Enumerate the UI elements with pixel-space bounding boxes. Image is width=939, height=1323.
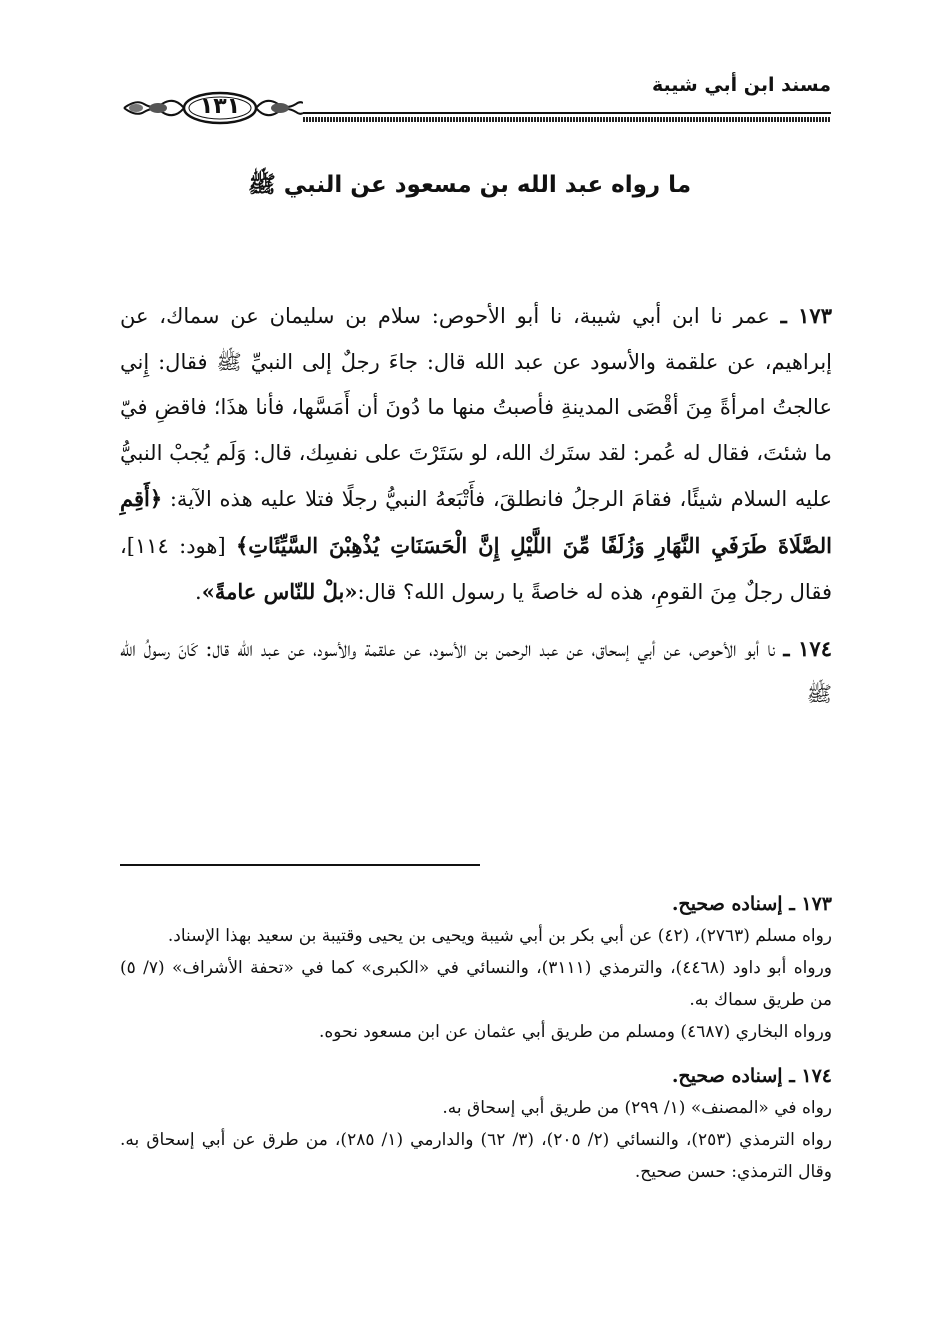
page-number: ١٣١ — [199, 94, 241, 119]
footnote-173 — [120, 888, 832, 1048]
footnote-head: ١٧٤ ـ إسناده صحيح. — [671, 1065, 832, 1087]
footnote-head: ١٧٣ ـ إسناده صحيح. — [671, 893, 832, 915]
footnote-divider — [120, 864, 480, 866]
hadith-body: نا أبو الأحوص، عن أبي إسحاق، عن عبد الرحمن بن الأسود، عن علقمة والأسود، عن عبد الله قال: كَانَ رسولُ الله ﷺ — [120, 636, 832, 706]
footnote-174 — [120, 1060, 832, 1188]
prophet-quote: «بلْ للنّاس عامةً» — [201, 579, 358, 604]
hadith-end: . — [195, 580, 202, 604]
hadith-body: عمر نا ابن أبي شيبة، نا أبو الأحوص: سلام بن سليمان عن سماك، عن إبراهيم، عن علقمة والأسود عن عبد الله قال: جاءَ رجلٌ إلى النبيِّ ﷺ فقال: إِني عالجتُ امرأةً مِنَ أقْصَى المدينةِ فأصبتُ منها ما دُونَ أن أَمَسَّها، فأنا هذَا؛ فاقضِ فيّ ما شئتَ، فقال له عُمر: لقد ستَرك الله، لو سَتَرْتَ على نفسِك، قال: وَلَم يُجبْ النبيُّ عليه السلام شيئًا، فقامَ الرجلُ فانطلقَ، فأَتْبَعهُ النبيُّ رجلًا فتلا عليه هذه الآية: — [120, 304, 832, 511]
header-rule — [118, 110, 831, 124]
footnote-line: ورواه البخاري (٤٦٨٧) ومسلم من طريق أبي عثمان عن ابن مسعود نحوه. — [319, 1022, 832, 1042]
footnote-line: رواه الترمذي (٢٥٣)، والنسائي (٢/ ٢٠٥)، (٣/ ٦٢) والدارمي (١/ ٢٨٥)، من طرق عن أبي إسحاق به. وقال الترمذي: حسن صحيح. — [120, 1130, 833, 1182]
footnote-line: ورواه أبو داود (٤٤٦٨)، والترمذي (٣١١١)، والنسائي في «الكبرى» كما في «تحفة الأشراف» (٧/ ٥) من طريق سماك به. — [120, 958, 832, 1010]
main-text — [120, 293, 832, 718]
footnotes — [120, 888, 832, 1200]
hadith-continuation: [هود: ١١٤]، فقال رجلٌ مِنَ القومِ، هذه له خاصةً يا رسول الله؟ قال: — [120, 533, 832, 604]
running-title: مسند ابن أبي شيبة — [651, 74, 831, 96]
footnote-line: رواه في «المصنف» (١/ ٢٩٩) من طريق أبي إسحاق به. — [442, 1098, 832, 1118]
hadith-number: ١٧٣ ـ — [780, 303, 832, 328]
chapter-title: ما رواه عبد الله بن مسعود عن النبي ﷺ — [247, 172, 692, 198]
hadith-number: ١٧٤ ـ — [783, 635, 832, 661]
hadith-173 — [120, 293, 832, 616]
quran-verse: ﴿أَقِمِ الصَّلَاةَ طَرَفَيِ النَّهَارِ وَزُلَفًا مِّنَ اللَّيْلِ إِنَّ الْحَسَنَاتِ يُذْهِبْنَ السَّيِّئَاتِ﴾ — [120, 486, 832, 558]
hadith-174 — [120, 626, 832, 718]
footnote-line: رواه مسلم (٢٧٦٣)، (٤٢) عن أبي بكر بن أبي شيبة ويحيى بن يحيى وقتيبة بن سعيد بهذا الإسناد. — [167, 926, 832, 946]
